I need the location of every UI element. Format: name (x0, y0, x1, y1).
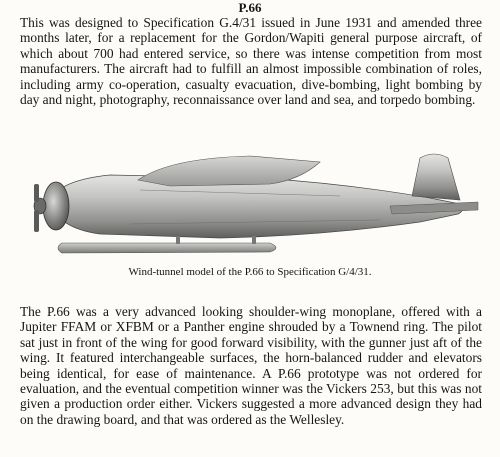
townend-ring-cowling (43, 182, 69, 230)
description-paragraph: The P.66 was a very advanced looking shoulder-wing monoplane, offered with a Jupiter FFAM or XFBM or a Panther engine shrouded by a Townend ring. The pilot sat just in front of the wing for good forward visibility, with the gunner just aft of the wing. It featured interchangeable surfaces, the horn-balanced rudder and elevators being identical, for ease of maintenance. A P.66 prototype was not ordered for evaluation, and the eventual competition winner was the Vickers 253, but this was not given a production order either. Vickers suggested a more advanced design they had on the drawing board, and that was ordered as the Wellesley. (20, 304, 482, 427)
tail-fin (412, 154, 460, 200)
figure-caption: Wind-tunnel model of the P.66 to Specification G/4/31. (128, 266, 372, 278)
propeller-blade-top (34, 184, 39, 202)
intro-paragraph: This was designed to Specification G.4/31 issued in June 1931 and amended three months later, for a replacement for the Gordon/Wapiti general purpose aircraft, of which about 700 had entered service, so there was intense competition from most manufacturers. The aircraft had to fulfill an almost impossible combination of roles, including army co-operation, casualty evacuation, dive-bombing, light bombing by day and night, photography, reconnaissance over land and sea, and torpedo bombing. (20, 15, 482, 108)
aircraft-model-illustration (20, 140, 482, 260)
wind-tunnel-model-photo (20, 140, 482, 260)
propeller-blade-bottom (34, 210, 39, 232)
float-fairing (58, 243, 276, 253)
page-heading: P.66 (238, 0, 262, 15)
